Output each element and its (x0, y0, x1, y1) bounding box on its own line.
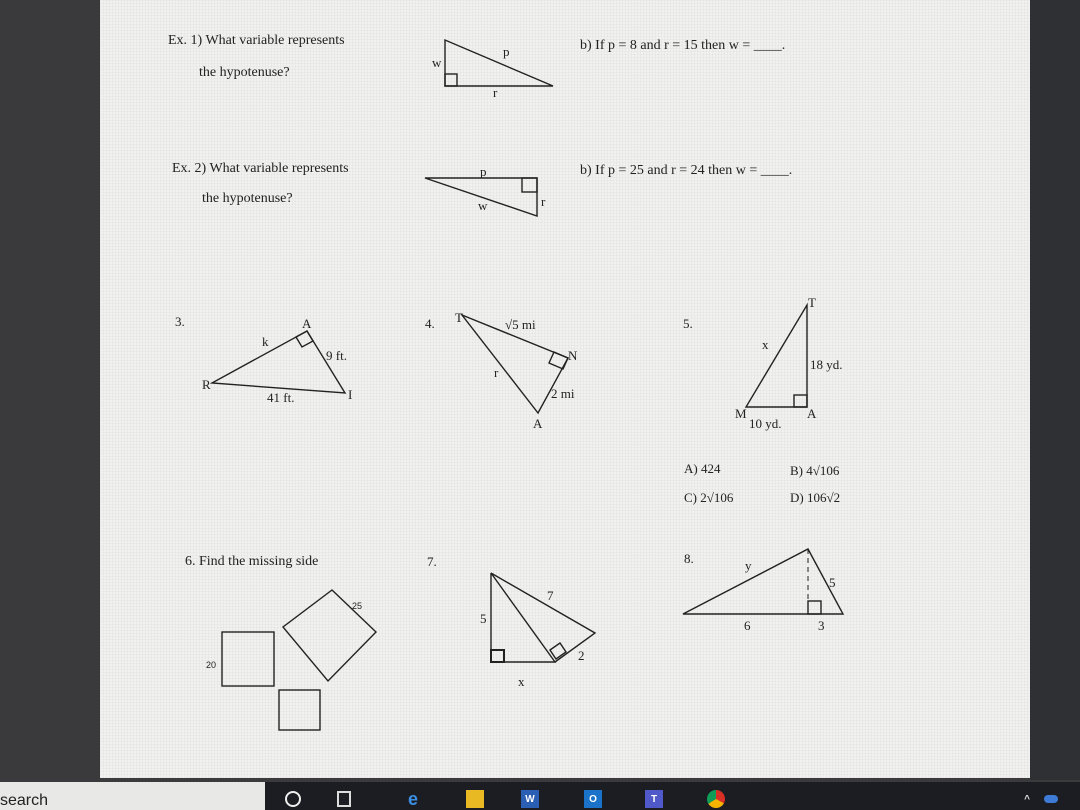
ex1-triangle (432, 40, 553, 100)
onedrive-icon[interactable] (1042, 790, 1060, 808)
p7-label-5: 5 (480, 611, 487, 626)
cortana-icon[interactable] (284, 790, 302, 808)
p4-vertex-n: N (568, 348, 578, 363)
p3-label-41ft: 41 ft. (267, 390, 295, 405)
p8-label-5: 5 (829, 575, 836, 590)
choice-a: A) 424 (684, 461, 721, 476)
teams-icon[interactable]: T (645, 790, 663, 808)
chevron-up-icon[interactable]: ^ (1024, 793, 1030, 805)
p3-number: 3. (175, 314, 185, 329)
ex2-label-r: r (541, 194, 546, 209)
p5-vertex-a: A (807, 406, 817, 421)
p6-label-25: 25 (352, 601, 363, 611)
word-icon[interactable]: W (521, 790, 539, 808)
p4-label-2mi: 2 mi (551, 386, 575, 401)
p4-label-sqrt5: √5 mi (505, 317, 536, 332)
problem-6-squares (206, 590, 376, 730)
ex1-question-cont: the hypotenuse? (199, 65, 290, 80)
p8-label-y: y (745, 558, 752, 573)
task-view-icon[interactable] (335, 790, 353, 808)
p8-label-6: 6 (744, 618, 751, 633)
taskbar-search-box[interactable] (0, 782, 265, 810)
p7-number: 7. (427, 554, 437, 569)
p4-vertex-a: A (533, 416, 543, 431)
p4-label-r: r (494, 365, 499, 380)
ex1-label-r: r (493, 85, 498, 100)
outlook-icon[interactable]: O (584, 790, 602, 808)
p8-label-3: 3 (818, 618, 825, 633)
p7-label-x: x (518, 674, 525, 689)
search-text: search (0, 792, 49, 809)
p4-number: 4. (425, 316, 435, 331)
p3-vertex-r: R (202, 377, 211, 392)
p3-vertex-a: A (302, 316, 312, 331)
ex2-triangle (425, 164, 546, 216)
file-explorer-icon[interactable] (466, 790, 484, 808)
ex1-question: Ex. 1) What variable represents (168, 33, 345, 48)
p8-number: 8. (684, 551, 694, 566)
choice-c: C) 2√106 (684, 490, 734, 505)
ex2-question-cont: the hypotenuse? (202, 191, 293, 206)
problem-4-triangle (425, 310, 578, 431)
p7-label-2: 2 (578, 648, 585, 663)
choice-b: B) 4√106 (790, 463, 840, 478)
ex1-label-p: p (503, 44, 510, 59)
p5-label-18yd: 18 yd. (810, 357, 843, 372)
p4-vertex-t: T (455, 310, 463, 325)
problem-8-triangle (683, 549, 843, 633)
p5-vertex-t: T (808, 295, 816, 310)
ex1-part-b: b) If p = 8 and r = 15 then w = ____. (580, 38, 786, 53)
ex2-question: Ex. 2) What variable represents (172, 161, 349, 176)
p5-label-10yd: 10 yd. (749, 416, 782, 431)
p6-label-20: 20 (206, 660, 217, 670)
p3-label-k: k (262, 334, 269, 349)
ex2-label-w: w (478, 198, 488, 213)
chrome-icon[interactable] (707, 790, 725, 808)
taskbar (0, 782, 1080, 810)
p5-vertex-m: M (735, 406, 747, 421)
choice-d: D) 106√2 (790, 490, 841, 505)
p5-number: 5. (683, 316, 693, 331)
edge-icon[interactable]: e (407, 788, 418, 809)
p5-label-x: x (762, 337, 769, 352)
ex2-part-b: b) If p = 25 and r = 24 then w = ____. (580, 163, 793, 178)
p7-label-7: 7 (547, 588, 554, 603)
p3-vertex-i: I (348, 387, 353, 402)
ex2-label-p: p (480, 164, 487, 179)
p6-title: 6. Find the missing side (185, 554, 319, 569)
ex1-label-w: w (432, 55, 442, 70)
problem-5-triangle (683, 295, 843, 431)
problem-7-triangles (427, 554, 595, 689)
p3-label-9ft: 9 ft. (326, 348, 347, 363)
problem-3-triangle (175, 314, 352, 405)
